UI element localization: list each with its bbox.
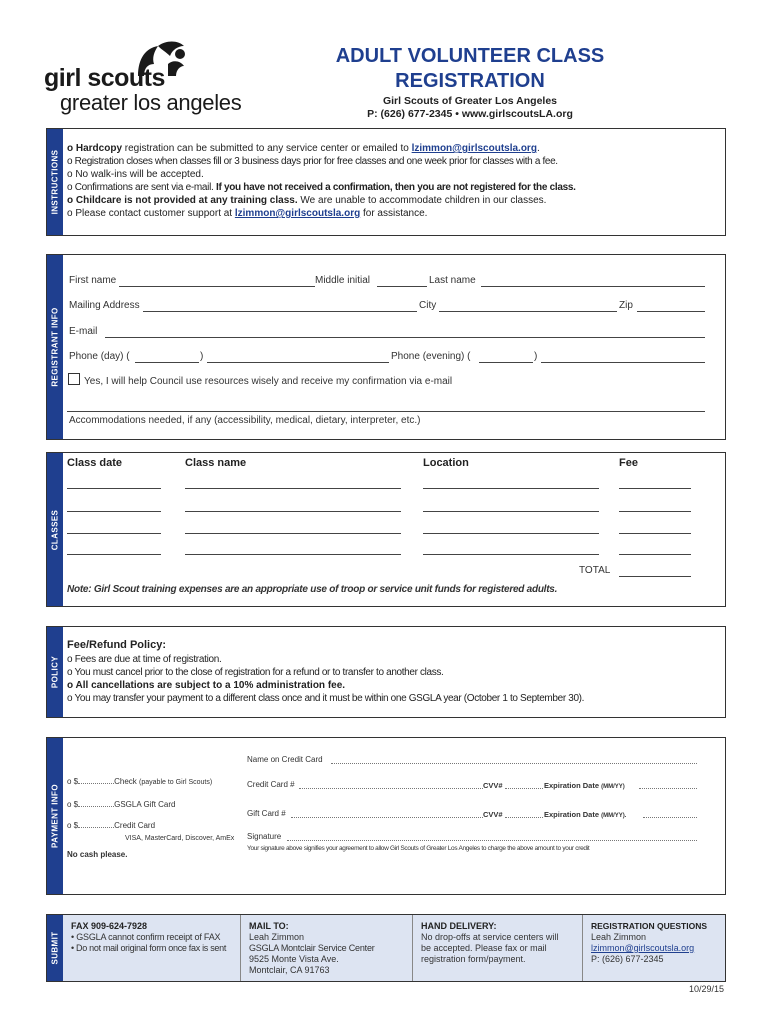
col-class-name: Class name [185, 457, 247, 469]
zip-label: Zip [619, 300, 633, 311]
support-text: o Please contact customer support at [67, 208, 235, 219]
policy-line-1: o Fees are due at time of registration. [67, 654, 222, 665]
location-row-4[interactable] [423, 554, 599, 555]
submit-section [46, 914, 726, 982]
total-label: TOTAL [579, 565, 611, 576]
confirm-warning: If you have not received a confirmation, then you are not registered for the class. [215, 182, 576, 193]
classes-note: Note: Girl Scout training expenses are an appropriate use of troop or service unit funds for registered adults. [67, 584, 558, 595]
class-name-row-3[interactable] [185, 533, 401, 534]
page-subtitle [320, 95, 620, 121]
expiration2-format: (MM/YY). [601, 813, 627, 819]
signature-label: Signature [247, 832, 282, 841]
logo-line1: girl scouts [44, 64, 165, 92]
instructions-tab-label: INSTRUCTIONS [50, 149, 60, 215]
mail-cell [241, 915, 413, 981]
no-cash-note: No cash please. [67, 850, 128, 859]
classes-tab [47, 453, 63, 606]
instruction-line-5 [67, 195, 546, 207]
gift-card-field[interactable] [291, 817, 483, 818]
policy-line-3: o All cancellations are subject to a 10% administration fee. [67, 680, 346, 691]
fax-cell [63, 915, 241, 981]
fax-title: FAX 909-624-7928 [71, 921, 148, 931]
zip-field[interactable] [637, 311, 705, 312]
city-field[interactable] [439, 311, 617, 312]
class-date-row-4[interactable] [67, 554, 161, 555]
city-label: City [419, 300, 437, 311]
cvv2-field[interactable] [505, 817, 543, 818]
childcare-warning: o Childcare is not provided at any training class. [67, 195, 298, 206]
fee-row-2[interactable] [619, 511, 691, 512]
class-date-row-3[interactable] [67, 533, 161, 534]
hand-line-1: No drop-offs at service centers will [421, 932, 559, 942]
hand-line-2: be accepted. Please fax or mail [421, 943, 547, 953]
gift-label: GSGLA Gift Card [114, 800, 176, 809]
credit-amount-field[interactable] [78, 827, 114, 828]
accommodations-label: Accommodations needed, if any (accessibility, medical, dietary, interpreter, etc.) [69, 415, 421, 426]
hand-title: HAND DELIVERY: [421, 921, 497, 931]
class-name-row-1[interactable] [185, 488, 401, 489]
last-name-label: Last name [429, 275, 476, 286]
gift-option[interactable] [67, 799, 175, 811]
email-confirmation-checkbox[interactable] [68, 373, 80, 385]
submit-tab-label: SUBMIT [50, 931, 60, 965]
policy-line-2: o You must cancel prior to the close of registration for a refund or to transfer to another class. [67, 667, 444, 678]
check-label: Check [114, 777, 137, 786]
submit-tab [47, 915, 63, 981]
page-title [320, 44, 620, 94]
instructions-section [46, 128, 726, 236]
gift-amount-field[interactable] [78, 806, 114, 807]
expiration2-text: Expiration Date [544, 810, 600, 819]
cvv-field[interactable] [505, 788, 543, 789]
confirm-text: o Confirmations are sent via e-mail. [67, 182, 216, 193]
location-row-1[interactable] [423, 488, 599, 489]
logo-line2: greater los angeles [60, 90, 242, 115]
hardcopy-period: . [536, 143, 540, 154]
expiration2-label [544, 809, 626, 822]
check-note: (payable to Girl Scouts) [139, 779, 213, 786]
org-name: Girl Scouts of Greater Los Angeles [382, 95, 558, 107]
payment-tab [47, 738, 63, 894]
policy-section [46, 626, 726, 718]
registrant-tab [47, 255, 63, 439]
credit-note: VISA, MasterCard, Discover, AmEx [125, 835, 235, 842]
questions-email-link[interactable]: lzimmon@girlscoutsla.org [591, 943, 695, 953]
email-link-1[interactable]: lzimmon@girlscoutsla.org [411, 143, 537, 154]
phone-evening-paren: ) [534, 351, 538, 362]
total-field[interactable] [619, 576, 691, 577]
policy-tab [47, 627, 63, 717]
registrant-tab-label: REGISTRANT INFO [50, 307, 60, 387]
gift-card-label: Gift Card # [247, 809, 286, 818]
classes-tab-label: CLASSES [50, 509, 60, 550]
instruction-line-2: o Registration closes when classes fill or 3 business days prior for free classes and one week prior for classes with a fee. [67, 156, 558, 167]
fee-row-3[interactable] [619, 533, 691, 534]
first-name-label: First name [69, 275, 117, 286]
email-label: E-mail [69, 326, 98, 337]
org-contact: P: (626) 677-2345 • www.girlscoutsLA.org [367, 108, 573, 120]
class-date-row-2[interactable] [67, 511, 161, 512]
expiration-field[interactable] [639, 788, 697, 789]
mail-title: MAIL TO: [249, 921, 289, 931]
location-row-2[interactable] [423, 511, 599, 512]
policy-line-4: o You may transfer your payment to a different class once and it must be within one GSGLA year (October 1 to September 30). [67, 693, 585, 704]
hand-line-3: registration form/payment. [421, 954, 526, 964]
checkbox-label: Yes, I will help Council use resources wisely and receive my confirmation via e-mail [84, 376, 453, 387]
phone-day-paren: ) [200, 351, 204, 362]
policy-tab-label: POLICY [50, 655, 60, 689]
gsla-logo [44, 38, 244, 113]
last-name-field[interactable] [481, 286, 705, 287]
email-field[interactable] [105, 337, 705, 338]
accommodations-field[interactable] [67, 411, 705, 412]
signature-field[interactable] [287, 840, 697, 841]
hand-delivery-cell [413, 915, 583, 981]
classes-section [46, 452, 726, 607]
questions-cell [583, 915, 725, 981]
questions-phone: P: (626) 677-2345 [591, 954, 664, 964]
questions-title: REGISTRATION QUESTIONS [591, 921, 708, 931]
credit-option[interactable] [67, 820, 155, 832]
childcare-text: We are unable to accommodate children in our classes. [297, 195, 547, 206]
middle-initial-label: Middle initial [315, 275, 371, 286]
payment-tab-label: PAYMENT INFO [50, 784, 60, 848]
check-option[interactable] [67, 776, 212, 789]
class-name-row-4[interactable] [185, 554, 401, 555]
registrant-section [46, 254, 726, 440]
expiration2-field[interactable] [643, 817, 697, 818]
instruction-line-3: o No walk-ins will be accepted. [67, 169, 204, 180]
location-row-3[interactable] [423, 533, 599, 534]
check-amount-field[interactable] [78, 783, 114, 784]
payment-section [46, 737, 726, 895]
policy-title: Fee/Refund Policy: [67, 639, 167, 651]
expiration-format: (MM/YY) [601, 784, 625, 790]
instruction-line-4 [67, 182, 576, 194]
title-line1: ADULT VOLUNTEER CLASS [335, 45, 605, 67]
credit-dollar: o $ [67, 821, 79, 830]
cvv2-label: CVV# [483, 810, 503, 819]
mail-line-4: Montclair, CA 91763 [249, 965, 330, 975]
credit-card-label: Credit Card # [247, 780, 295, 789]
signature-note: Your signature above signifies your agreement to allow Girl Scouts of Greater Los Angeles to charge the above amount to your credit [247, 845, 590, 852]
name-on-card-field[interactable] [331, 763, 697, 764]
mailing-address-field[interactable] [143, 311, 417, 312]
credit-label: Credit Card [114, 821, 156, 830]
check-dollar: o $ [67, 777, 79, 786]
col-location: Location [423, 457, 469, 469]
hardcopy-label: o Hardcopy [67, 143, 123, 154]
gift-dollar: o $ [67, 800, 79, 809]
questions-name: Leah Zimmon [591, 932, 647, 942]
instructions-tab [47, 129, 63, 235]
expiration-text: Expiration Date [544, 781, 600, 790]
fax-line-1: • GSGLA cannot confirm receipt of FAX [71, 932, 221, 942]
col-fee: Fee [619, 457, 638, 469]
title-line2: REGISTRATION [395, 70, 545, 92]
instruction-line-6 [67, 208, 427, 220]
class-name-row-2[interactable] [185, 511, 401, 512]
fee-row-4[interactable] [619, 554, 691, 555]
col-class-date: Class date [67, 457, 123, 469]
mail-line-2: GSGLA Montclair Service Center [249, 943, 375, 953]
expiration-label [544, 780, 625, 793]
phone-evening-area-field[interactable] [479, 362, 533, 363]
phone-evening-field[interactable] [541, 362, 705, 363]
credit-card-field[interactable] [299, 788, 483, 789]
phone-day-area-field[interactable] [135, 362, 199, 363]
email-link-2[interactable]: lzimmon@girlscoutsla.org [234, 208, 361, 219]
middle-initial-field[interactable] [377, 286, 427, 287]
phone-day-field[interactable] [207, 362, 389, 363]
mail-line-3: 9525 Monte Vista Ave. [249, 954, 339, 964]
first-name-field[interactable] [119, 286, 315, 287]
phone-evening-label: Phone (evening) ( [391, 351, 471, 362]
mailing-address-label: Mailing Address [69, 300, 140, 311]
cvv-label: CVV# [483, 781, 503, 790]
phone-day-label: Phone (day) ( [69, 351, 130, 362]
instruction-line-1 [67, 143, 540, 155]
support-text-end: for assistance. [360, 208, 428, 219]
mail-line-1: Leah Zimmon [249, 932, 305, 942]
hardcopy-text: registration can be submitted to any service center or emailed to [122, 143, 412, 154]
fee-row-1[interactable] [619, 488, 691, 489]
fax-line-2: • Do not mail original form once fax is sent [71, 943, 227, 953]
name-on-card-label: Name on Credit Card [247, 755, 323, 764]
footer-date: 10/29/15 [688, 984, 724, 994]
class-date-row-1[interactable] [67, 488, 161, 489]
